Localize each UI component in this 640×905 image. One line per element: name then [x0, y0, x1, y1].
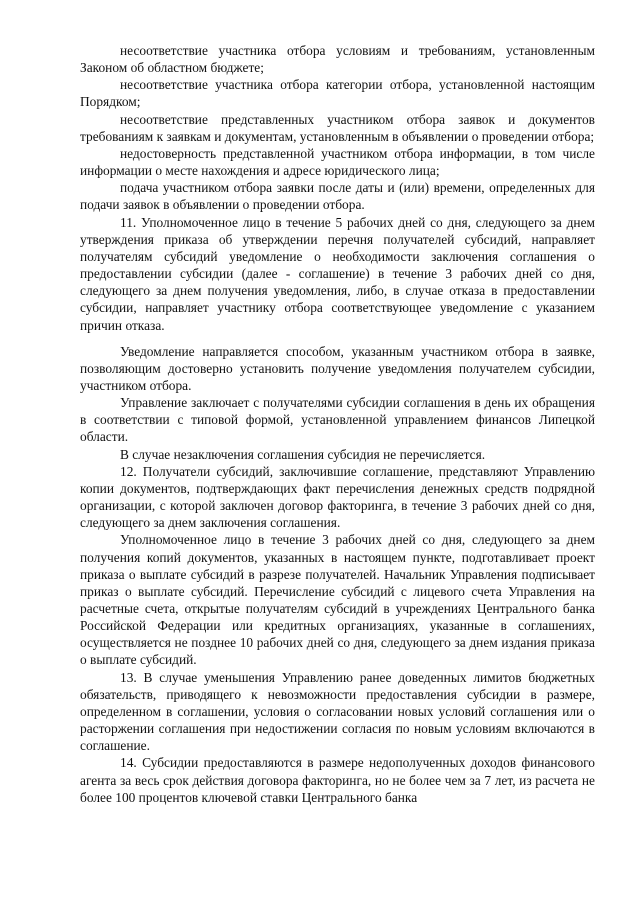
paragraph-payment-order: Уполномоченное лицо в течение 3 рабочих дней со дня, следующего за днем получения копий документов, указанных в настоящем пункте, подготавливает проект приказа о выплате субсидий в разрезе получателей. Начальник Управления подписывает приказ о выплате субсидий. Перечисление субсидий с лицевого счета Управления на расчетные счета, открытые получателям субсидий в учреждениях Центрального банка Российской Федерации или кредитных организациях, указанные в соглашениях, осуществляется не позднее 10 рабочих дней со дня, следующего за днем издания приказа о выплате субсидий.: [80, 532, 595, 668]
paragraph-clause-13: 13. В случае уменьшения Управлению ранее доведенных лимитов бюджетных обязательств, приводящего к невозможности предоставления субсидии в размере, определенном в соглашении, условия о согласовании новых условий соглашения или о расторжении соглашения при недостижении согласия по новым условиям включаются в соглашение.: [80, 669, 595, 754]
paragraph-grounds-false-information: недостоверность представленной участником отбора информации, в том числе информации о месте нахождения и адресе юридического лица;: [80, 145, 595, 179]
paragraph-grounds-noncompliance-documents: несоответствие представленных участником отбора заявок и документов требованиям к заявкам и документам, установленным в объявлении о проведении отбора;: [80, 111, 595, 144]
document-page: [80, 42, 595, 806]
paragraph-grounds-noncompliance-category: несоответствие участника отбора категории отбора, установленной настоящим Порядком;: [80, 77, 595, 110]
paragraph-agreement-conclusion: Управление заключает с получателями субсидии соглашения в день их обращения в соответствии с типовой формой, установленной управлением финансов Липецкой области.: [80, 395, 595, 445]
paragraph-notification-method: Уведомление направляется способом, указанным участником отбора в заявке, позволяющим достоверно установить получение уведомления получателем субсидии, участником отбора.: [80, 343, 595, 393]
paragraph-clause-12: 12. Получатели субсидий, заключившие соглашение, представляют Управлению копии документов, подтверждающих факт перечисления денежных средств подрядной организации, с которой заключен договор факторинга, в течение 3 рабочих дней со дня, следующего за днем заключения соглашения.: [80, 463, 595, 531]
paragraph-grounds-late-submission: подача участником отбора заявки после даты и (или) времени, определенных для подачи заявок в объявлении о проведении отбора.: [80, 180, 595, 213]
paragraph-clause-14: 14. Субсидии предоставляются в размере недополученных доходов финансового агента за весь срок действия договора факторинга, но не более чем за 7 лет, из расчета не более 100 процентов ключевой ставки Центрального банка: [80, 755, 595, 805]
paragraph-grounds-noncompliance-requirements: несоответствие участника отбора условиям и требованиям, установленным Законом об областном бюджете;: [80, 43, 595, 76]
paragraph-clause-11: 11. Уполномоченное лицо в течение 5 рабочих дней со дня, следующего за днем утверждения приказа об утверждении перечня получателей субсидий, направляет получателям субсидий уведомление о необходимости заключения соглашения о предоставлении субсидии (далее - соглашение) в течение 3 рабочих дней со дня, следующего за днем получения уведомления, либо, в случае отказа в предоставлении субсидии, направляет участнику отбора соответствующее уведомление с указанием причин отказа.: [80, 214, 595, 333]
paragraph-no-agreement: В случае незаключения соглашения субсидия не перечисляется.: [120, 446, 486, 462]
